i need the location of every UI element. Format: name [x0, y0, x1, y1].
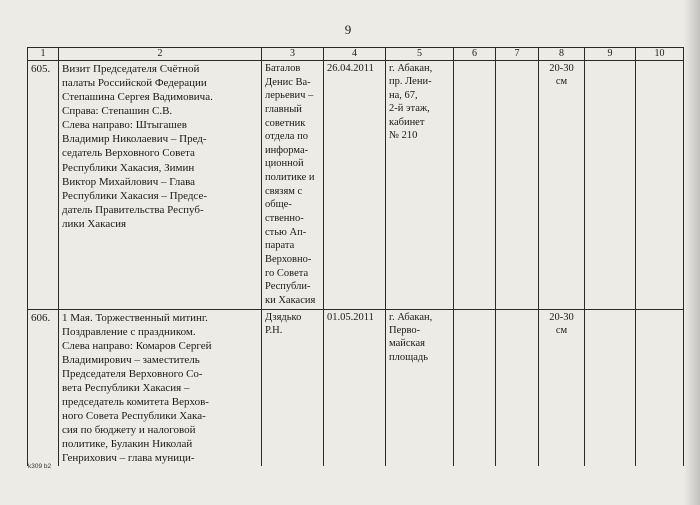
description-line: лики Хакасия — [62, 217, 127, 230]
author-line: ционной — [265, 158, 304, 170]
column-header: 7 — [496, 48, 539, 61]
size-line: см — [555, 76, 568, 88]
column-header: 10 — [636, 48, 684, 61]
author-line: обще- — [265, 199, 292, 211]
record-number: 605. — [28, 61, 59, 310]
column-header: 4 — [324, 48, 386, 61]
author-line: главный — [265, 103, 302, 115]
description-line: политике, Булакин Николай — [62, 438, 193, 451]
description-line: ного Совета Республики Хака- — [62, 410, 206, 423]
description-line: 1 Мая. Торжественный митинг. — [62, 311, 208, 324]
author-line: отдела по — [265, 131, 308, 143]
author-line: лерьевич – — [265, 90, 314, 102]
photo-author — [262, 309, 324, 466]
place-line: г. Абакан, — [389, 63, 433, 74]
photo-date: 26.04.2011 — [324, 61, 386, 310]
description-line: седатель Верховного Совета — [62, 147, 195, 160]
column-header: 1 — [28, 48, 59, 61]
archive-code: k309 b2 — [28, 463, 52, 470]
description-line: Виктор Михайлович – Глава — [62, 175, 196, 188]
author-line: Баталов — [265, 63, 301, 74]
author-line: ки Хакасия — [265, 294, 316, 306]
column-header: 2 — [59, 48, 262, 61]
description-line: Генрихович – глава муници- — [62, 452, 195, 465]
column-header: 6 — [454, 48, 496, 61]
place-line: на, 67, — [389, 89, 418, 101]
description-line: сия по бюджету и налоговой — [62, 424, 196, 437]
description-line: вета Республики Хакасия – — [62, 381, 190, 394]
description-line: Слева направо: Комаров Сергей — [62, 339, 212, 352]
empty-cell — [454, 309, 496, 466]
place-line: Перво- — [389, 324, 421, 336]
place-line: 2-й этаж, — [389, 103, 430, 115]
author-line: Денис Ва- — [265, 76, 311, 88]
empty-cell — [496, 61, 539, 310]
column-header: 9 — [585, 48, 636, 61]
page-edge-shadow — [684, 0, 700, 505]
description-line: Владимир Николаевич – Пред- — [62, 133, 207, 146]
column-number-header — [28, 48, 684, 61]
table-row — [28, 61, 684, 310]
empty-cell — [496, 309, 539, 466]
empty-cell — [636, 61, 684, 310]
place-line: г. Абакан, — [389, 311, 433, 323]
place-line: пр. Лени- — [389, 76, 432, 88]
photo-place — [386, 309, 454, 466]
description-line: датель Правительства Респуб- — [62, 203, 204, 216]
place-line: кабинет — [389, 116, 425, 128]
photo-description — [59, 61, 262, 310]
description-line: Слева направо: Штыгашев — [62, 119, 187, 132]
photo-size — [539, 309, 585, 466]
photo-description — [59, 309, 262, 466]
register-table — [27, 47, 684, 466]
description-line: Республики Хакасия – Предсе- — [62, 189, 207, 202]
description-line: Председателя Верховного Со- — [62, 367, 203, 380]
empty-cell — [585, 61, 636, 310]
place-line: майская — [389, 338, 425, 350]
description-line: Республики Хакасия, Зимин — [62, 161, 195, 174]
place-line: площадь — [389, 351, 428, 363]
author-line: политике и — [265, 172, 315, 184]
author-line: советник — [265, 117, 306, 129]
description-line: Степашина Сергея Вадимовича. — [62, 91, 213, 104]
description-line: Владимирович – заместитель — [62, 353, 200, 366]
size-line: см — [555, 324, 568, 336]
description-line: палаты Российской Федерации — [62, 77, 207, 90]
author-line: связям с — [265, 185, 303, 197]
author-line: парата — [265, 240, 295, 252]
place-line: № 210 — [389, 130, 418, 142]
description-line: Справа: Степашин С.В. — [62, 105, 173, 118]
photo-author — [262, 61, 324, 310]
column-header: 3 — [262, 48, 324, 61]
description-line: Поздравление с праздником. — [62, 325, 196, 338]
author-line: Верховно- — [265, 253, 312, 265]
author-line: го Совета — [265, 267, 309, 279]
author-line: стью Ап- — [265, 226, 307, 238]
page-number: 9 — [344, 22, 352, 37]
table-row — [28, 309, 684, 466]
empty-cell — [585, 309, 636, 466]
photo-date: 01.05.2011 — [324, 309, 386, 466]
author-line: Республи- — [265, 281, 311, 293]
record-number: 606. — [28, 309, 59, 466]
description-line: Визит Председателя Счётной — [62, 63, 200, 75]
column-header: 8 — [539, 48, 585, 61]
author-line: информа- — [265, 144, 309, 156]
size-line: 20-30 — [549, 63, 574, 74]
empty-cell — [636, 309, 684, 466]
photo-size — [539, 61, 585, 310]
author-line: Дзядько Р.Н. — [265, 311, 302, 337]
author-line: ственно- — [265, 213, 304, 225]
size-line: 20-30 — [549, 311, 574, 323]
description-line: председатель комитета Верхов- — [62, 396, 209, 408]
photo-place — [386, 61, 454, 310]
column-header: 5 — [386, 48, 454, 61]
empty-cell — [454, 61, 496, 310]
